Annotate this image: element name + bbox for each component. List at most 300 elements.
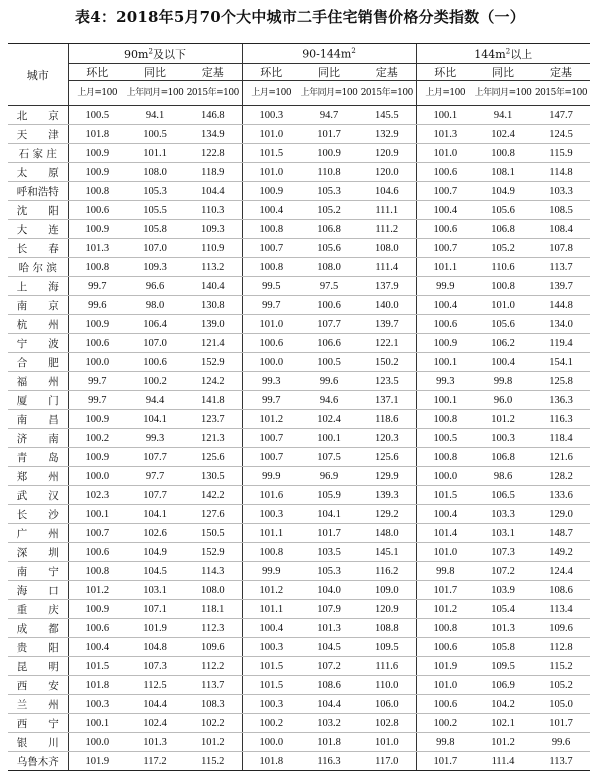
base-header-mom: 上月=100 [68, 81, 126, 106]
index-value-cell: 146.8 [184, 106, 242, 125]
index-value-cell: 100.9 [68, 220, 126, 239]
index-value-cell: 100.4 [242, 201, 300, 220]
index-value-cell: 122.8 [184, 144, 242, 163]
table-row [8, 106, 590, 125]
index-value-cell: 120.0 [358, 163, 416, 182]
index-value-cell: 114.3 [184, 562, 242, 581]
city-name-cell: 石 家 庄 [8, 144, 68, 163]
index-value-cell: 121.3 [184, 429, 242, 448]
index-value-cell: 102.4 [126, 714, 184, 733]
index-value-cell: 101.9 [68, 752, 126, 771]
index-value-cell: 106.8 [474, 220, 532, 239]
index-value-cell: 105.3 [126, 182, 184, 201]
table-row [8, 638, 590, 657]
index-value-cell: 120.9 [358, 144, 416, 163]
city-name-cell: 呼和浩特 [8, 182, 68, 201]
index-value-cell: 101.3 [126, 733, 184, 752]
index-value-cell: 101.1 [416, 258, 474, 277]
index-value-cell: 100.4 [416, 505, 474, 524]
index-value-cell: 104.8 [126, 638, 184, 657]
index-value-cell: 100.1 [68, 505, 126, 524]
index-value-cell: 106.4 [126, 315, 184, 334]
index-value-cell: 121.6 [532, 448, 590, 467]
index-value-cell: 110.8 [300, 163, 358, 182]
sub-header-fixed-base: 定基 [532, 64, 590, 81]
index-value-cell: 100.2 [416, 714, 474, 733]
index-value-cell: 99.8 [416, 733, 474, 752]
index-value-cell: 105.2 [300, 201, 358, 220]
index-value-cell: 152.9 [184, 353, 242, 372]
index-value-cell: 125.6 [184, 448, 242, 467]
index-value-cell: 99.7 [68, 277, 126, 296]
index-value-cell: 108.0 [126, 163, 184, 182]
index-value-cell: 102.1 [474, 714, 532, 733]
index-value-cell: 105.0 [532, 695, 590, 714]
index-value-cell: 100.9 [68, 144, 126, 163]
index-value-cell: 101.7 [416, 752, 474, 771]
city-name-cell: 合 肥 [8, 353, 68, 372]
index-value-cell: 129.9 [358, 467, 416, 486]
table-row [8, 752, 590, 771]
index-value-cell: 100.9 [416, 334, 474, 353]
index-value-cell: 133.6 [532, 486, 590, 505]
table-row [8, 239, 590, 258]
index-value-cell: 104.1 [126, 410, 184, 429]
index-value-cell: 101.2 [242, 581, 300, 600]
city-name-cell: 广 州 [8, 524, 68, 543]
index-value-cell: 150.5 [184, 524, 242, 543]
base-header-fixed-base: 2015年=100 [184, 81, 242, 106]
index-value-cell: 108.8 [358, 619, 416, 638]
index-value-cell: 100.3 [474, 429, 532, 448]
index-value-cell: 101.0 [242, 163, 300, 182]
index-value-cell: 100.6 [242, 334, 300, 353]
index-value-cell: 125.8 [532, 372, 590, 391]
index-value-cell: 124.2 [184, 372, 242, 391]
index-value-cell: 118.4 [532, 429, 590, 448]
city-name-cell: 沈 阳 [8, 201, 68, 220]
table-row [8, 410, 590, 429]
index-value-cell: 132.9 [358, 125, 416, 144]
index-value-cell: 101.0 [416, 144, 474, 163]
city-name-cell: 太 原 [8, 163, 68, 182]
index-value-cell: 100.9 [68, 410, 126, 429]
index-value-cell: 108.3 [184, 695, 242, 714]
index-value-cell: 104.1 [300, 505, 358, 524]
index-value-cell: 100.1 [416, 106, 474, 125]
index-value-cell: 105.8 [126, 220, 184, 239]
city-name-cell: 天 津 [8, 125, 68, 144]
index-value-cell: 100.0 [242, 733, 300, 752]
sub-header-yoy: 同比 [300, 64, 358, 81]
index-value-cell: 103.1 [126, 581, 184, 600]
index-value-cell: 108.0 [300, 258, 358, 277]
index-value-cell: 113.7 [184, 676, 242, 695]
table-row [8, 486, 590, 505]
index-value-cell: 103.2 [300, 714, 358, 733]
index-value-cell: 100.4 [474, 353, 532, 372]
index-value-cell: 149.2 [532, 543, 590, 562]
index-value-cell: 106.8 [300, 220, 358, 239]
table-row [8, 543, 590, 562]
index-value-cell: 101.8 [68, 676, 126, 695]
index-value-cell: 105.5 [126, 201, 184, 220]
index-value-cell: 150.2 [358, 353, 416, 372]
table-row [8, 353, 590, 372]
sub-header-mom: 环比 [416, 64, 474, 81]
index-value-cell: 101.3 [416, 125, 474, 144]
index-value-cell: 101.7 [300, 125, 358, 144]
table-row [8, 163, 590, 182]
sub-header-fixed-base: 定基 [184, 64, 242, 81]
table-row [8, 315, 590, 334]
index-value-cell: 94.7 [300, 106, 358, 125]
index-value-cell: 99.6 [532, 733, 590, 752]
index-value-cell: 110.9 [184, 239, 242, 258]
index-value-cell: 105.6 [300, 239, 358, 258]
index-value-cell: 105.4 [474, 600, 532, 619]
index-value-cell: 103.5 [300, 543, 358, 562]
table-row [8, 505, 590, 524]
index-value-cell: 147.7 [532, 106, 590, 125]
index-value-cell: 96.0 [474, 391, 532, 410]
index-value-cell: 103.3 [532, 182, 590, 201]
city-name-cell: 南 京 [8, 296, 68, 315]
index-value-cell: 100.9 [68, 600, 126, 619]
table-row [8, 448, 590, 467]
index-value-cell: 100.0 [68, 353, 126, 372]
city-column-header: 城市 [8, 44, 68, 106]
table-row [8, 600, 590, 619]
index-value-cell: 134.0 [532, 315, 590, 334]
index-value-cell: 100.7 [242, 239, 300, 258]
index-value-cell: 100.3 [242, 638, 300, 657]
index-value-cell: 104.6 [358, 182, 416, 201]
index-value-cell: 101.7 [532, 714, 590, 733]
index-value-cell: 100.6 [416, 163, 474, 182]
index-value-cell: 101.7 [300, 524, 358, 543]
index-value-cell: 99.8 [416, 562, 474, 581]
index-value-cell: 100.5 [416, 429, 474, 448]
index-value-cell: 105.3 [300, 182, 358, 201]
index-value-cell: 112.5 [126, 676, 184, 695]
city-name-cell: 乌鲁木齐 [8, 752, 68, 771]
index-value-cell: 111.1 [358, 201, 416, 220]
index-value-cell: 142.2 [184, 486, 242, 505]
index-value-cell: 101.8 [300, 733, 358, 752]
index-value-cell: 108.0 [184, 581, 242, 600]
index-value-cell: 108.5 [532, 201, 590, 220]
city-name-cell: 西 宁 [8, 714, 68, 733]
table-row [8, 391, 590, 410]
index-value-cell: 117.0 [358, 752, 416, 771]
index-value-cell: 134.9 [184, 125, 242, 144]
index-value-cell: 94.4 [126, 391, 184, 410]
index-value-cell: 148.7 [532, 524, 590, 543]
index-value-cell: 101.1 [242, 524, 300, 543]
index-value-cell: 100.9 [300, 144, 358, 163]
index-value-cell: 104.9 [126, 543, 184, 562]
index-value-cell: 101.6 [242, 486, 300, 505]
index-value-cell: 101.5 [68, 657, 126, 676]
table-row [8, 733, 590, 752]
index-value-cell: 100.6 [68, 619, 126, 638]
city-name-cell: 西 安 [8, 676, 68, 695]
index-value-cell: 111.2 [358, 220, 416, 239]
index-value-cell: 99.3 [126, 429, 184, 448]
index-value-cell: 109.0 [358, 581, 416, 600]
index-value-cell: 100.7 [242, 429, 300, 448]
city-name-cell: 郑 州 [8, 467, 68, 486]
index-value-cell: 100.5 [300, 353, 358, 372]
city-name-cell: 长 沙 [8, 505, 68, 524]
index-value-cell: 98.0 [126, 296, 184, 315]
index-value-cell: 97.7 [126, 467, 184, 486]
table-row [8, 429, 590, 448]
index-value-cell: 102.8 [358, 714, 416, 733]
index-value-cell: 100.6 [126, 353, 184, 372]
index-value-cell: 100.8 [474, 144, 532, 163]
index-value-cell: 101.0 [242, 315, 300, 334]
index-value-cell: 100.6 [416, 315, 474, 334]
index-value-cell: 145.5 [358, 106, 416, 125]
index-value-cell: 121.4 [184, 334, 242, 353]
index-value-cell: 101.3 [68, 239, 126, 258]
index-value-cell: 100.2 [126, 372, 184, 391]
index-value-cell: 100.4 [242, 619, 300, 638]
base-header-fixed-base: 2015年=100 [358, 81, 416, 106]
sub-header-fixed-base: 定基 [358, 64, 416, 81]
index-value-cell: 112.2 [184, 657, 242, 676]
city-name-cell: 银 川 [8, 733, 68, 752]
index-value-cell: 96.9 [300, 467, 358, 486]
index-value-cell: 100.7 [242, 448, 300, 467]
index-value-cell: 101.0 [474, 296, 532, 315]
index-value-cell: 100.6 [416, 638, 474, 657]
index-value-cell: 101.8 [242, 752, 300, 771]
table-row [8, 296, 590, 315]
city-name-cell: 杭 州 [8, 315, 68, 334]
table-row [8, 144, 590, 163]
index-value-cell: 108.6 [300, 676, 358, 695]
index-value-cell: 140.0 [358, 296, 416, 315]
index-value-cell: 100.1 [300, 429, 358, 448]
index-value-cell: 101.5 [416, 486, 474, 505]
index-value-cell: 117.2 [126, 752, 184, 771]
index-value-cell: 107.7 [126, 486, 184, 505]
index-value-cell: 113.4 [532, 600, 590, 619]
table-row [8, 562, 590, 581]
index-value-cell: 100.6 [416, 220, 474, 239]
index-value-cell: 105.2 [474, 239, 532, 258]
index-value-cell: 105.3 [300, 562, 358, 581]
index-value-cell: 107.0 [126, 334, 184, 353]
index-value-cell: 100.0 [68, 467, 126, 486]
index-value-cell: 101.2 [474, 410, 532, 429]
index-value-cell: 140.4 [184, 277, 242, 296]
index-value-cell: 98.6 [474, 467, 532, 486]
index-value-cell: 115.9 [532, 144, 590, 163]
index-value-cell: 108.4 [532, 220, 590, 239]
city-name-cell: 武 汉 [8, 486, 68, 505]
index-value-cell: 109.6 [184, 638, 242, 657]
table-row [8, 125, 590, 144]
index-value-cell: 96.6 [126, 277, 184, 296]
index-value-cell: 99.7 [242, 391, 300, 410]
index-value-cell: 94.6 [300, 391, 358, 410]
index-value-cell: 100.8 [68, 258, 126, 277]
index-value-cell: 100.8 [416, 619, 474, 638]
sub-header-row [8, 64, 590, 81]
index-value-cell: 101.7 [416, 581, 474, 600]
index-value-cell: 101.3 [300, 619, 358, 638]
index-value-cell: 99.6 [68, 296, 126, 315]
table-row [8, 277, 590, 296]
index-value-cell: 99.9 [416, 277, 474, 296]
index-value-cell: 120.3 [358, 429, 416, 448]
table-row [8, 714, 590, 733]
table-row [8, 372, 590, 391]
index-value-cell: 102.6 [126, 524, 184, 543]
index-value-cell: 104.1 [126, 505, 184, 524]
base-header-yoy: 上年同月=100 [300, 81, 358, 106]
city-name-cell: 长 春 [8, 239, 68, 258]
index-value-cell: 104.2 [474, 695, 532, 714]
table-row [8, 524, 590, 543]
city-name-cell: 福 州 [8, 372, 68, 391]
index-value-cell: 101.9 [126, 619, 184, 638]
index-value-cell: 109.5 [474, 657, 532, 676]
index-value-cell: 102.4 [300, 410, 358, 429]
index-value-cell: 100.3 [68, 695, 126, 714]
base-header-yoy: 上年同月=100 [474, 81, 532, 106]
table-row [8, 182, 590, 201]
index-value-cell: 113.2 [184, 258, 242, 277]
index-value-cell: 107.7 [300, 315, 358, 334]
index-value-cell: 129.0 [532, 505, 590, 524]
index-value-cell: 99.7 [68, 372, 126, 391]
index-value-cell: 101.0 [416, 676, 474, 695]
index-value-cell: 99.6 [300, 372, 358, 391]
table-row [8, 657, 590, 676]
index-value-cell: 105.8 [474, 638, 532, 657]
city-name-cell: 海 口 [8, 581, 68, 600]
index-value-cell: 100.9 [242, 182, 300, 201]
city-name-cell: 重 庆 [8, 600, 68, 619]
index-value-cell: 99.8 [474, 372, 532, 391]
index-value-cell: 101.1 [126, 144, 184, 163]
city-name-cell: 厦 门 [8, 391, 68, 410]
index-value-cell: 100.4 [416, 201, 474, 220]
index-value-cell: 108.1 [474, 163, 532, 182]
index-value-cell: 111.4 [358, 258, 416, 277]
index-value-cell: 100.8 [416, 410, 474, 429]
index-value-cell: 104.4 [184, 182, 242, 201]
sub-header-mom: 环比 [242, 64, 300, 81]
city-name-cell: 宁 波 [8, 334, 68, 353]
index-value-cell: 100.1 [416, 391, 474, 410]
index-value-cell: 137.1 [358, 391, 416, 410]
index-value-cell: 115.2 [184, 752, 242, 771]
index-value-cell: 129.2 [358, 505, 416, 524]
index-value-cell: 107.9 [300, 600, 358, 619]
index-value-cell: 105.2 [532, 676, 590, 695]
index-value-cell: 110.3 [184, 201, 242, 220]
index-value-cell: 103.3 [474, 505, 532, 524]
group-header-medium: $90-144m^2$ [242, 44, 416, 64]
index-value-cell: 107.1 [126, 600, 184, 619]
index-value-cell: 130.8 [184, 296, 242, 315]
index-value-cell: 99.3 [416, 372, 474, 391]
index-value-cell: 106.6 [300, 334, 358, 353]
index-value-cell: 106.5 [474, 486, 532, 505]
index-value-cell: 101.2 [416, 600, 474, 619]
index-value-cell: 107.7 [126, 448, 184, 467]
index-value-cell: 100.5 [126, 125, 184, 144]
index-value-cell: 100.6 [68, 201, 126, 220]
index-value-cell: 109.5 [358, 638, 416, 657]
index-value-cell: 104.0 [300, 581, 358, 600]
index-value-cell: 104.4 [300, 695, 358, 714]
table-row [8, 695, 590, 714]
index-value-cell: 141.8 [184, 391, 242, 410]
index-value-cell: 100.8 [242, 258, 300, 277]
city-name-cell: 济 南 [8, 429, 68, 448]
index-value-cell: 107.0 [126, 239, 184, 258]
index-value-cell: 100.6 [68, 334, 126, 353]
index-value-cell: 128.2 [532, 467, 590, 486]
index-value-cell: 100.3 [242, 106, 300, 125]
index-value-cell: 112.3 [184, 619, 242, 638]
index-value-cell: 106.9 [474, 676, 532, 695]
index-value-cell: 102.4 [474, 125, 532, 144]
index-value-cell: 139.3 [358, 486, 416, 505]
table-row [8, 581, 590, 600]
city-name-cell: 兰 州 [8, 695, 68, 714]
index-value-cell: 101.1 [242, 600, 300, 619]
index-value-cell: 104.5 [126, 562, 184, 581]
index-value-cell: 101.5 [242, 657, 300, 676]
index-value-cell: 110.6 [474, 258, 532, 277]
city-name-cell: 北 京 [8, 106, 68, 125]
index-value-cell: 139.0 [184, 315, 242, 334]
index-value-cell: 116.3 [532, 410, 590, 429]
index-value-cell: 118.9 [184, 163, 242, 182]
base-header-fixed-base: 2015年=100 [532, 81, 590, 106]
index-value-cell: 101.3 [474, 619, 532, 638]
index-value-cell: 100.1 [68, 714, 126, 733]
index-value-cell: 106.2 [474, 334, 532, 353]
index-value-cell: 139.7 [358, 315, 416, 334]
index-value-cell: 113.7 [532, 258, 590, 277]
index-value-cell: 111.4 [474, 752, 532, 771]
table-row [8, 201, 590, 220]
city-name-cell: 上 海 [8, 277, 68, 296]
index-value-cell: 100.4 [416, 296, 474, 315]
index-value-cell: 104.9 [474, 182, 532, 201]
index-value-cell: 100.0 [416, 467, 474, 486]
base-header-mom: 上月=100 [242, 81, 300, 106]
page-title: 表4：2018年5月70个大中城市二手住宅销售价格分类指数（一） [75, 8, 525, 26]
index-value-cell: 94.1 [474, 106, 532, 125]
index-value-cell: 102.3 [68, 486, 126, 505]
index-value-cell: 124.5 [532, 125, 590, 144]
index-value-cell: 113.7 [532, 752, 590, 771]
index-value-cell: 100.6 [300, 296, 358, 315]
city-name-cell: 南 昌 [8, 410, 68, 429]
index-value-cell: 100.2 [68, 429, 126, 448]
sub-header-mom: 环比 [68, 64, 126, 81]
